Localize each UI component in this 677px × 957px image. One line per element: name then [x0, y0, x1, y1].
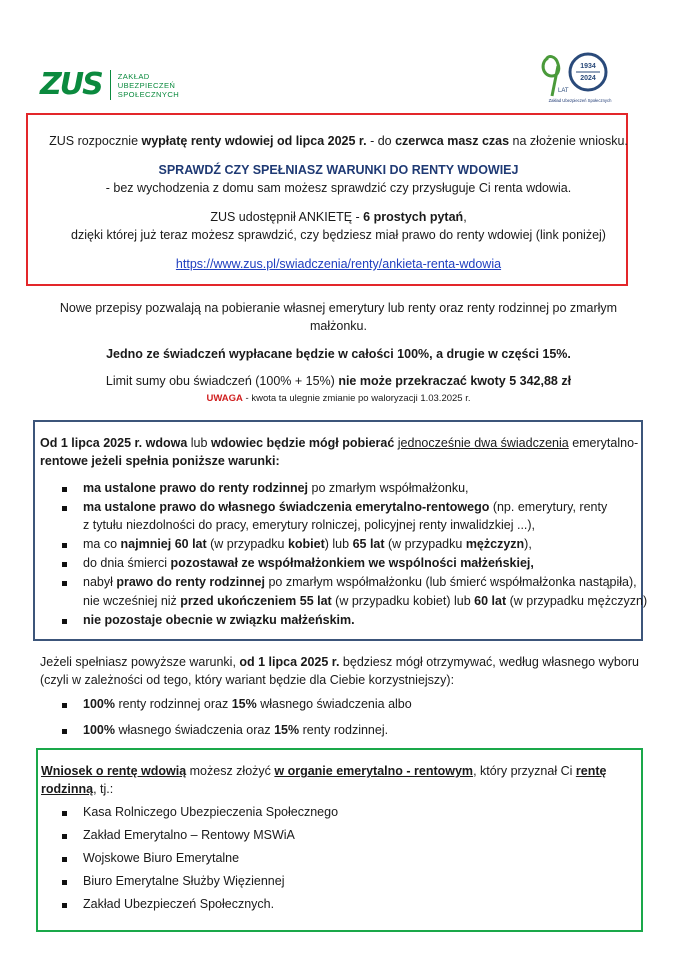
conditions-intro-cont: rentowe jeżeli spełnia poniższe warunki:	[40, 454, 280, 468]
bullet-icon	[62, 903, 67, 908]
choice-option: 100% własnego świadczenia oraz 15% renty rodzinnej.	[83, 723, 389, 737]
bullet-icon	[62, 729, 67, 734]
survey-description: dzięki której już teraz możesz sprawdzić, czy będziesz miał prawo do renty wdowiej (link poniżej)	[71, 228, 606, 242]
conditions-intro: Od 1 lipca 2025 r. wdowa lub wdowiec będzie mógł pobierać jednocześnie dwa świadczenia emerytalno-	[40, 436, 639, 450]
svg-text:2024: 2024	[580, 75, 596, 82]
check-heading: SPRAWDŹ CZY SPEŁNIASZ WARUNKI DO RENTY WDOWIEJ	[158, 163, 519, 177]
choice-option: 100% renty rodzinnej oraz 15% własnego świadczenia albo	[83, 697, 412, 711]
condition-item: ma ustalone prawo do własnego świadczenia emerytalno-rentowego (np. emerytury, renty	[83, 500, 608, 514]
apply-intro-cont: rodzinną, tj.:	[41, 782, 114, 796]
check-subtext: - bez wychodzenia z domu sam możesz sprawdzić czy przysługuje Ci renta wdowia.	[105, 181, 572, 195]
limit-line: Limit sumy obu świadczeń (100% + 15%) nie może przekraczać kwoty 5 342,88 zł	[105, 374, 572, 388]
rules-intro-cont: małżonku.	[310, 319, 367, 333]
condition-item: ma ustalone prawo do renty rodzinnej po zmarłym współmałżonku,	[83, 481, 469, 495]
condition-item: ma co najmniej 60 lat (w przypadku kobiet) lub 65 lat (w przypadku mężczyzn),	[83, 537, 532, 551]
bullet-icon	[62, 619, 67, 624]
svg-text:1934: 1934	[580, 63, 596, 70]
zus-logo-text: ZAKŁAD UBEZPIECZEŃ SPOŁECZNYCH	[117, 71, 180, 99]
bullet-icon	[62, 880, 67, 885]
choice-intro: Jeżeli spełniasz powyższe warunki, od 1 lipca 2025 r. będziesz mógł otrzymywać, według własnego wyboru	[40, 655, 639, 669]
payment-split: Jedno ze świadczeń wypłacane będzie w całości 100%, a drugie w części 15%.	[106, 347, 571, 361]
institution-item: Zakład Emerytalno – Rentowy MSWiA	[83, 828, 295, 842]
ninety-years-icon	[540, 52, 620, 110]
survey-link[interactable]: https://www.zus.pl/swiadczenia/renty/ankieta-renta-wdowia	[175, 257, 502, 271]
survey-line: ZUS udostępnił ANKIETĘ - 6 prostych pytań,	[210, 210, 467, 224]
svg-text:LAT: LAT	[558, 88, 569, 94]
anniversary-logo	[540, 52, 620, 110]
bullet-icon	[62, 487, 67, 492]
logo-divider	[110, 70, 111, 100]
bullet-icon	[62, 811, 67, 816]
bullet-icon	[62, 703, 67, 708]
survey-link-row	[0, 257, 677, 271]
condition-item-cont: z tytułu niezdolności do pracy, emerytury rolniczej, policyjnej renty inwalidzkiej ...),	[83, 518, 536, 532]
institution-item: Zakład Ubezpieczeń Społecznych.	[83, 897, 275, 911]
warning-line: UWAGA - kwota ta ulegnie zmianie po waloryzacji 1.03.2025 r.	[206, 393, 471, 404]
condition-item: do dnia śmierci pozostawał ze współmałżonkiem we wspólności małżeńskiej,	[83, 556, 534, 570]
bullet-icon	[62, 857, 67, 862]
institution-item: Biuro Emerytalne Służby Więziennej	[83, 874, 285, 888]
institution-item: Kasa Rolniczego Ubezpieczenia Społecznego	[83, 805, 339, 819]
rules-intro: Nowe przepisy pozwalają na pobieranie własnej emerytury lub renty oraz renty rodzinnej po zmarłym	[59, 301, 618, 315]
svg-text:Zakład Ubezpieczeń Społecznych: Zakład Ubezpieczeń Społecznych	[548, 98, 612, 103]
bullet-icon	[62, 834, 67, 839]
bullet-icon	[62, 562, 67, 567]
zus-logo	[40, 67, 180, 102]
bullet-icon	[62, 506, 67, 511]
apply-intro: Wniosek o rentę wdowią możesz złożyć w organie emerytalno - rentowym, który przyznał Ci rentę	[41, 764, 607, 778]
condition-item: nie pozostaje obecnie w związku małżeńskim.	[83, 613, 355, 627]
choice-intro-cont: (czyli w zależności od tego, który wariant będzie dla Ciebie korzystniejszy):	[40, 673, 455, 687]
institution-item: Wojskowe Biuro Emerytalne	[83, 851, 240, 865]
condition-item: nabył prawo do renty rodzinnej po zmarłym współmałżonku (lub śmierć współmałżonka nastąpiła),	[83, 575, 637, 589]
condition-item-cont: nie wcześniej niż przed ukończeniem 55 lat (w przypadku kobiet) lub 60 lat (w przypadku mężczyzn)	[83, 594, 648, 608]
announcement-line: ZUS rozpocznie wypłatę renty wdowiej od lipca 2025 r. - do czerwca masz czas na złożenie wniosku.	[49, 134, 628, 148]
bullet-icon	[62, 543, 67, 548]
zus-logo-mark: ZUS	[40, 67, 102, 102]
bullet-icon	[62, 581, 67, 586]
